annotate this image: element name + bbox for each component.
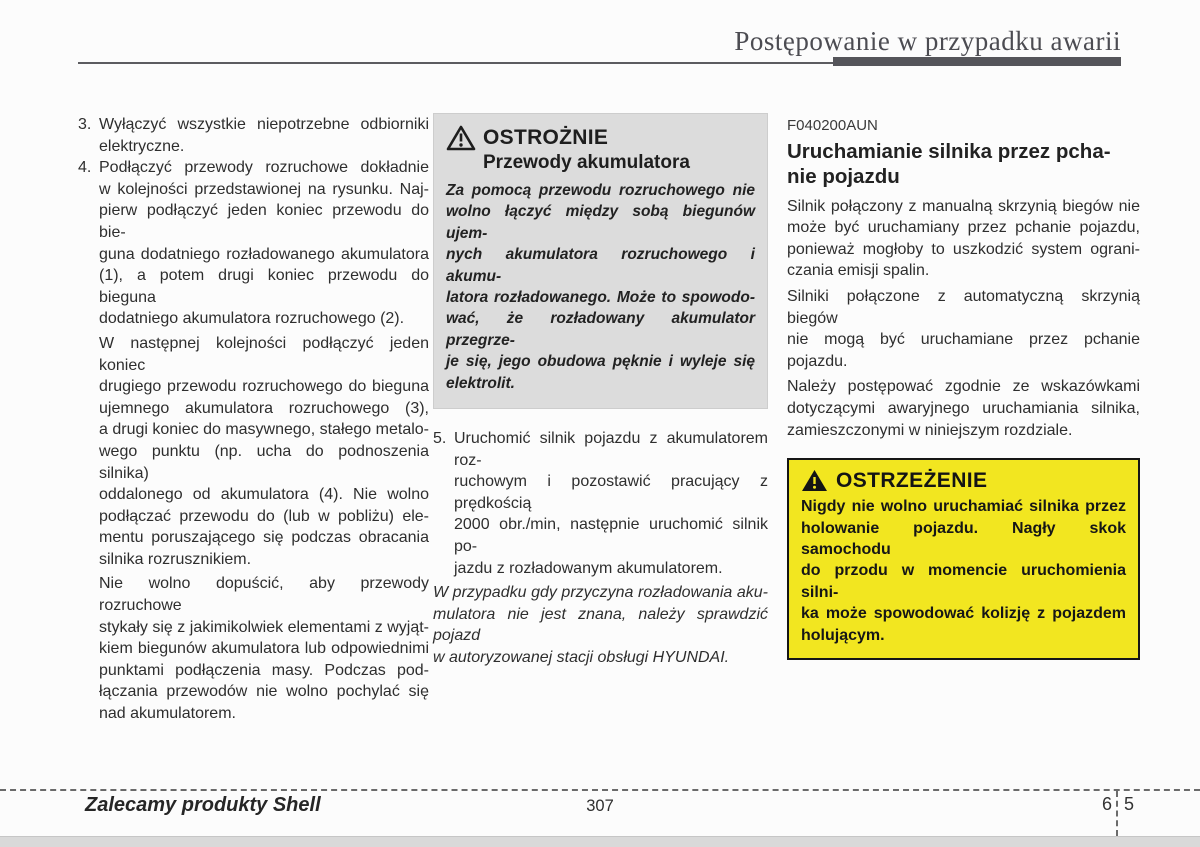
left-column xyxy=(78,114,429,725)
right-column xyxy=(787,115,1140,660)
list-item-number: 5. xyxy=(433,430,447,448)
text-line: podłączać przewodu do (lub w pobliżu) ele- xyxy=(99,507,429,525)
text-line: pierw podłączyć jeden koniec przewodu do bie- xyxy=(99,202,429,241)
text-line: silnika rozrusznikiem. xyxy=(99,550,252,568)
list-item-text xyxy=(99,114,429,157)
footer-dashed-rule xyxy=(0,789,1200,791)
paragraph xyxy=(99,573,429,724)
warning-box xyxy=(787,458,1140,660)
list-item-5 xyxy=(433,428,768,579)
text-line: kiem biegunów akumulatora lub odpowiednimi xyxy=(99,640,429,658)
list-item-text xyxy=(99,157,429,724)
footer-section-number: 6 xyxy=(1101,794,1112,814)
page-number: 307 xyxy=(586,797,614,815)
text-line: wać, że rozładowany akumulator przegrze- xyxy=(446,310,755,349)
list-item-number: 4. xyxy=(78,159,92,177)
text-line: wolno łączyć między sobą biegunów ujem- xyxy=(446,203,755,242)
paragraph xyxy=(787,196,1140,282)
caution-subtitle: Przewody akumulatora xyxy=(483,152,690,173)
text-line: w kolejności przedstawionej na rysunku. Naj- xyxy=(99,180,429,198)
text-line: elektrolit. xyxy=(446,374,515,392)
list-item-number: 3. xyxy=(78,116,92,133)
text-line: Nigdy nie wolno uruchamiać silnika przez xyxy=(801,498,1126,516)
text-line: ujemnego akumulatora rozruchowego (3), xyxy=(99,399,429,417)
text-line: ponieważ mogłoby to uszkodzić system ograni- xyxy=(787,240,1140,258)
text-line: oddalonego od akumulatora (4). Nie wolno xyxy=(99,486,429,504)
text-line: dodatniego akumulatora rozruchowego (2). xyxy=(99,310,405,328)
text-line: zamieszczonymi w niniejszym rozdziale. xyxy=(787,421,1073,439)
paragraph xyxy=(787,376,1140,441)
text-line: czania emisji spalin. xyxy=(787,262,930,280)
text-line: może być uruchamiany przez pchanie pojazdu, xyxy=(787,219,1140,237)
text-line: elektryczne. xyxy=(99,137,185,155)
text-line: Za pomocą przewodu rozruchowego nie xyxy=(446,182,755,199)
middle-column xyxy=(433,113,768,669)
text-line: Silnik połączony z manualną skrzynią biegów nie xyxy=(787,197,1140,215)
paragraph xyxy=(787,286,1140,372)
text-line: holowanie pojazdu. Nagły skok samochodu xyxy=(801,519,1126,558)
text-line: w autoryzowanej stacji obsługi HYUNDAI. xyxy=(433,649,730,666)
text-line: guna dodatniego rozładowanego akumulatora xyxy=(99,245,429,263)
text-line: stykały się z jakimikolwiek elementami z wyjąt- xyxy=(99,618,429,636)
section-code: F040200AUN xyxy=(787,117,878,134)
paragraph xyxy=(99,157,429,330)
text-line: mulatora nie jest znana, należy sprawdzić pojazd xyxy=(433,605,768,645)
warning-triangle-solid-icon xyxy=(801,469,828,492)
warning-title: OSTRZEŻENIE xyxy=(836,468,988,492)
text-line: łączania przewodów nie wolno pochylać się xyxy=(99,683,429,701)
caution-body xyxy=(446,180,755,394)
text-line: nych akumulatora rozruchowego i akumu- xyxy=(446,246,755,285)
text-line: W następnej kolejności podłączyć jeden koniec xyxy=(99,334,429,374)
caution-title-row xyxy=(446,125,755,151)
text-line: nie mogą być uruchamiane przez pchanie pojazdu. xyxy=(787,331,1140,370)
text-line: punktami podłączenia masy. Podczas pod- xyxy=(99,661,429,679)
header-rule-thick xyxy=(833,57,1121,66)
text-line: ruchowym i pozostawić pracujący z prędkością xyxy=(454,473,768,512)
text-line: Należy postępować zgodnie ze wskazówkami xyxy=(787,378,1140,396)
warning-triangle-outline-icon xyxy=(446,125,476,151)
text-line: Silniki połączone z automatyczną skrzynią biegów xyxy=(787,287,1140,327)
footer-section-page: 5 xyxy=(1124,794,1135,814)
text-line: 2000 obr./min, następnie uruchomić silnik po- xyxy=(454,516,768,556)
text-line: do przodu w momencie uruchomienia silni- xyxy=(801,562,1126,601)
service-note xyxy=(433,582,768,668)
warning-body xyxy=(801,496,1126,646)
text-line: Wyłączyć wszystkie niepotrzebne odbiorniki xyxy=(99,116,429,133)
text-line: je się, jego obudowa pęknie i wyleje się xyxy=(446,353,755,371)
text-line: (1), a potem drugi koniec przewodu do bieguna xyxy=(99,267,429,306)
page-title: Postępowanie w przypadku awarii xyxy=(734,26,1121,56)
text-line: Nie wolno dopuścić, aby przewody rozruchowe xyxy=(99,575,429,615)
text-line: holującym. xyxy=(801,626,885,644)
scan-page-edge xyxy=(0,836,1200,847)
list-item-3 xyxy=(78,114,429,157)
warning-title-row xyxy=(801,469,1126,492)
paragraph xyxy=(99,333,429,571)
text-line: mentu poruszającego się podczas obracania xyxy=(99,529,429,547)
text-line: nie pojazdu xyxy=(787,164,900,188)
text-line: latora rozładowanego. Może to spowodo- xyxy=(446,289,755,307)
text-line: a drugi koniec do masywnego, stałego metalo- xyxy=(99,421,429,439)
text-line: W przypadku gdy przyczyna rozładowania aku- xyxy=(433,584,768,602)
section-heading xyxy=(787,139,1140,189)
text-line: Uruchamianie silnika przez pcha- xyxy=(787,139,1111,163)
list-item-text xyxy=(454,428,768,579)
text-line: nad akumulatorem. xyxy=(99,705,236,723)
text-line: Podłączyć przewody rozruchowe dokładnie xyxy=(99,159,429,177)
header-rule-thin xyxy=(78,62,834,64)
text-line: jazdu z rozładowanym akumulatorem. xyxy=(454,559,723,577)
caution-title: OSTROŻNIE xyxy=(483,126,609,149)
text-line: wego punktu (np. ucha do podnoszenia silnika) xyxy=(99,442,429,482)
list-item-4 xyxy=(78,157,429,724)
text-line: dotyczącymi awaryjnego uruchamiania silnika, xyxy=(787,399,1140,417)
text-line: ka może spowodować kolizję z pojazdem xyxy=(801,605,1126,623)
text-line: Uruchomić silnik pojazdu z akumulatorem roz- xyxy=(454,430,768,469)
footer-slogan: Zalecamy produkty Shell xyxy=(85,794,321,816)
caution-box xyxy=(433,113,768,409)
text-line: drugiego przewodu rozruchowego do bieguna xyxy=(99,378,429,396)
